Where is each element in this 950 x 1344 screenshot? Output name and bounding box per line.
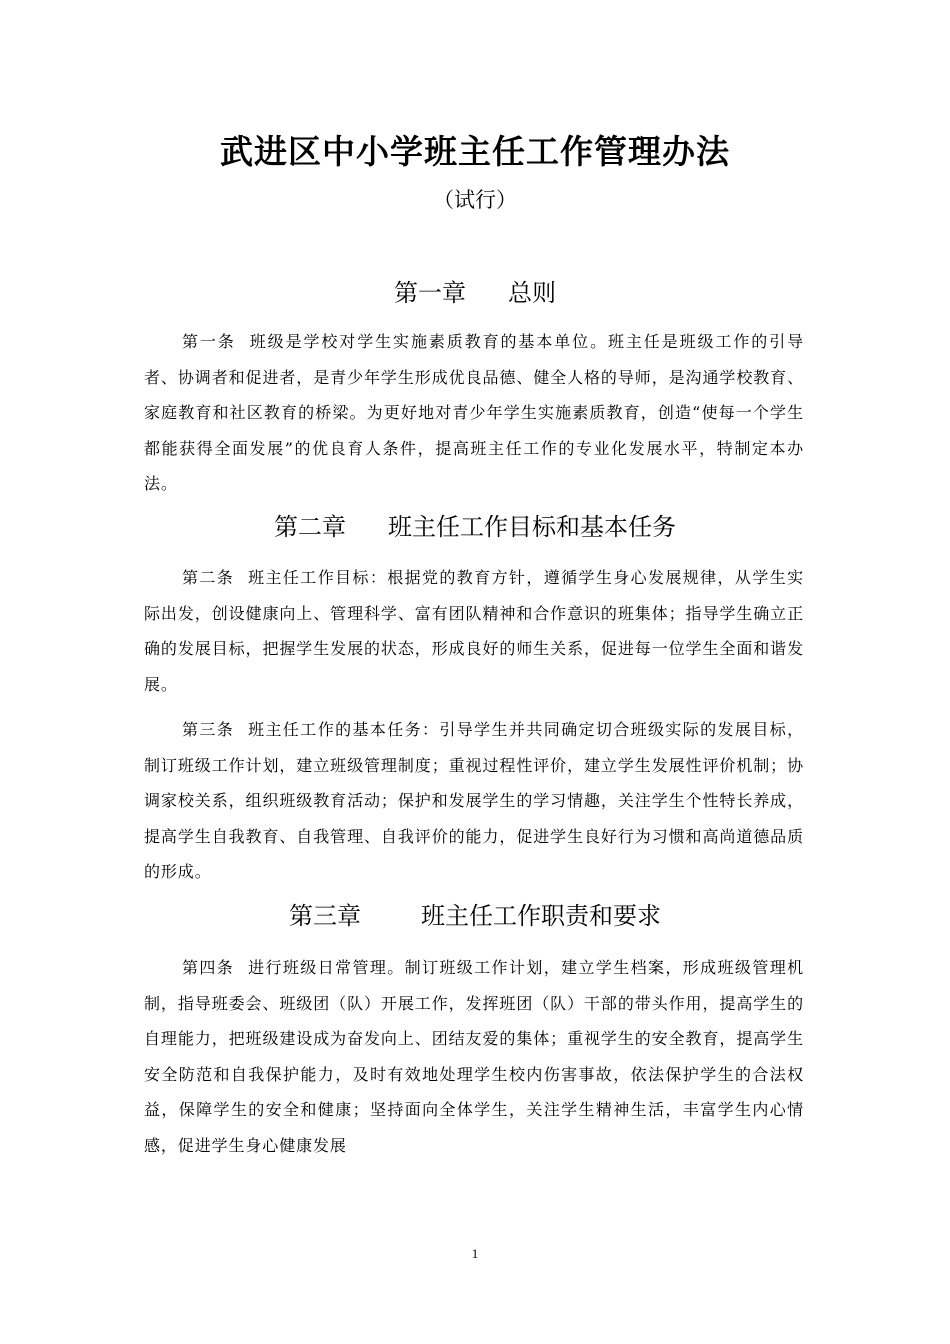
chapter-heading-2 bbox=[0, 507, 950, 547]
article-label: 第三条 bbox=[182, 720, 235, 739]
page-number: 1 bbox=[471, 1246, 479, 1261]
chapter-number: 第三章 bbox=[289, 902, 361, 930]
article-text: 进行班级日常管理。制订班级工作计划，建立学生档案，形成班级管理机制，指导班委会、班级团（队）开展工作，发挥班团（队）干部的带头作用，提高学生的自理能力，把班级建设成为奋发向上、团结友爱的集体；重视学生的安全教育，提高学生安全防范和自我保护能力，及时有效地处理学生校内伤害事故，依法保护学生的合法权益，保障学生的安全和健康；坚持面向全体学生，关注学生精神生活，丰富学生内心情感，促进学生身心健康发展 bbox=[144, 958, 804, 1155]
chapter-number: 第二章 bbox=[274, 513, 346, 541]
article-label: 第二条 bbox=[182, 568, 235, 587]
article-label: 第四条 bbox=[182, 958, 235, 977]
document-title: 武进区中小学班主任工作管理办法 bbox=[220, 132, 730, 171]
article-text: 班主任工作的基本任务：引导学生并共同确定切合班级实际的发展目标，制订班级工作计划，建立班级管理制度；重视过程性评价，建立学生发展性评价机制；协调家校关系，组织班级教育活动；保护和发展学生的学习情趣，关注学生个性特长养成，提高学生自我教育、自我管理、自我评价的能力，促进学生良好行为习惯和高尚道德品质的形成。 bbox=[144, 720, 804, 882]
chapter-number: 第一章 bbox=[394, 279, 466, 307]
article-paragraph-2 bbox=[144, 560, 804, 702]
chapter-name: 班主任工作目标和基本任务 bbox=[388, 513, 676, 541]
chapter-name: 总则 bbox=[508, 279, 556, 307]
article-label: 第一条 bbox=[182, 332, 236, 351]
article-paragraph-1 bbox=[144, 324, 804, 502]
article-paragraph-4 bbox=[144, 950, 804, 1164]
article-paragraph-3 bbox=[144, 712, 804, 890]
article-text: 班级是学校对学生实施素质教育的基本单位。班主任是班级工作的引导者、协调者和促进者，是青少年学生形成优良品德、健全人格的导师，是沟通学校教育、家庭教育和社区教育的桥梁。为更好地对青少年学生实施素质教育，创造“使每一个学生都能获得全面发展”的优良育人条件，提高班主任工作的专业化发展水平，特制定本办法。 bbox=[144, 332, 805, 494]
chapter-heading-1 bbox=[0, 273, 950, 313]
article-text: 班主任工作目标：根据党的教育方针，遵循学生身心发展规律，从学生实际出发，创设健康向上、管理科学、富有团队精神和合作意识的班集体；指导学生确立正确的发展目标，把握学生发展的状态，形成良好的师生关系，促进每一位学生全面和谐发展。 bbox=[144, 568, 804, 694]
chapter-name: 班主任工作职责和要求 bbox=[421, 902, 661, 930]
document-subtitle: （试行） bbox=[433, 188, 517, 212]
chapter-heading-3 bbox=[0, 896, 950, 936]
